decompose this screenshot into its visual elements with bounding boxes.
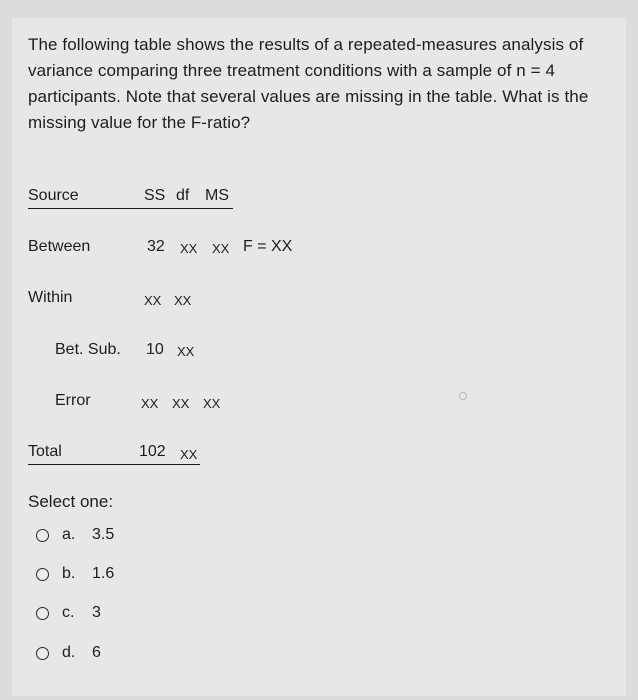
option-a-value: 3.5 bbox=[92, 526, 115, 543]
row-total-label: Total bbox=[28, 443, 62, 460]
row-between-ss: 32 bbox=[147, 238, 165, 255]
option-c-value: 3 bbox=[92, 604, 101, 621]
row-total-df: XX bbox=[180, 447, 198, 462]
header-df: df bbox=[176, 187, 190, 204]
question-text: The following table shows the results of a repeated-measures analysis of variance comparing three treatment conditions with a sample of n = 4 participants. Note that several values are missing in the table. What is the missing value for the F-ratio? bbox=[28, 35, 589, 132]
header-ss: SS bbox=[144, 187, 166, 204]
option-c[interactable] bbox=[36, 602, 101, 624]
option-d-value: 6 bbox=[92, 644, 101, 661]
row-within-ss: XX bbox=[144, 293, 162, 308]
row-total-ss: 102 bbox=[139, 443, 166, 460]
row-between-df: XX bbox=[180, 241, 198, 256]
row-error-label: Error bbox=[55, 392, 91, 409]
option-b-letter: b. bbox=[62, 565, 76, 582]
row-between-label: Between bbox=[28, 238, 91, 255]
option-c-letter: c. bbox=[62, 604, 75, 621]
option-d[interactable] bbox=[36, 642, 101, 664]
row-betsub-label: Bet. Sub. bbox=[55, 341, 121, 358]
radio-button-icon[interactable] bbox=[36, 529, 49, 542]
option-b[interactable] bbox=[36, 563, 115, 585]
stray-mark-dot bbox=[459, 392, 467, 400]
header-source: Source bbox=[28, 187, 79, 204]
row-within-df: XX bbox=[174, 293, 192, 308]
option-b-value: 1.6 bbox=[92, 565, 115, 582]
radio-button-icon[interactable] bbox=[36, 568, 49, 581]
row-betsub-df: XX bbox=[177, 344, 195, 359]
option-d-letter: d. bbox=[62, 644, 76, 661]
row-error-ss: XX bbox=[141, 396, 159, 411]
header-ms: MS bbox=[205, 187, 229, 204]
radio-button-icon[interactable] bbox=[36, 647, 49, 660]
select-one-label: Select one: bbox=[28, 492, 114, 511]
row-error-df: XX bbox=[172, 396, 190, 411]
radio-button-icon[interactable] bbox=[36, 607, 49, 620]
row-betsub-ss: 10 bbox=[146, 341, 164, 358]
row-between-f: F = XX bbox=[243, 238, 293, 255]
row-between-ms: XX bbox=[212, 241, 230, 256]
row-error-ms: XX bbox=[203, 396, 221, 411]
option-a[interactable] bbox=[36, 524, 115, 546]
option-a-letter: a. bbox=[62, 526, 76, 543]
row-within-label: Within bbox=[28, 289, 73, 306]
